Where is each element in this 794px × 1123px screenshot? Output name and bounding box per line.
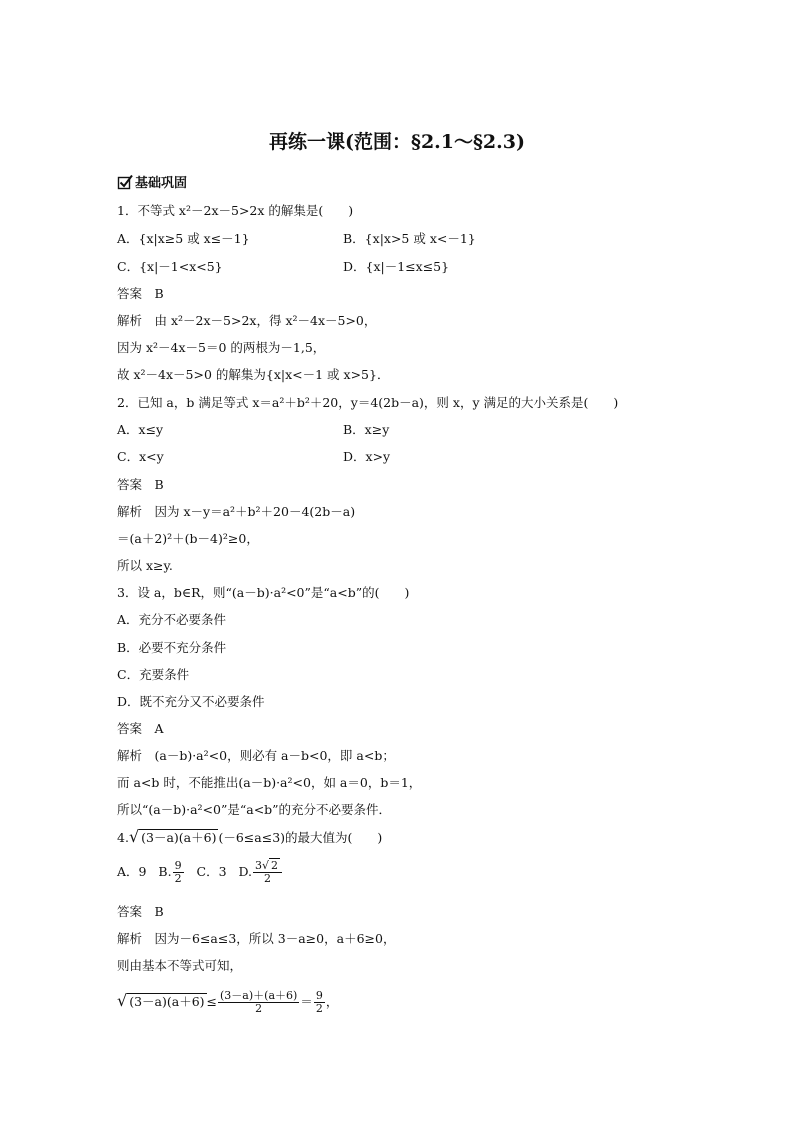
q2-option-c: C．x<y — [117, 449, 164, 464]
q4-inequality — [117, 988, 338, 1015]
q4-radicand: (3－a)(a＋6) — [141, 830, 217, 845]
q4-number: 4. — [117, 830, 129, 845]
checkbox-checked-icon — [117, 174, 133, 190]
q1-answer: 答案 B — [117, 286, 164, 301]
ineq-relation: ≤ — [206, 994, 218, 1009]
q4-option-c: C．3 — [196, 864, 227, 879]
q3-option-b: B．必要不充分条件 — [117, 640, 227, 655]
q2-option-d: D．x>y — [343, 449, 391, 464]
ineq-equals: ＝ — [300, 994, 313, 1009]
q1-option-b: B．{x|x>5 或 x<－1} — [343, 231, 476, 246]
q2-analysis-2: ＝(a＋2)²＋(b－4)²≥0， — [117, 531, 259, 546]
sqrt-icon: √ — [128, 827, 140, 846]
q1-analysis-3: 故 x²－4x－5>0 的解集为{x|x<－1 或 x>5}． — [117, 367, 390, 382]
q3-option-c: C．充要条件 — [117, 667, 190, 682]
q4-option-a: A．9 — [117, 864, 147, 879]
q1-analysis-2: 因为 x²－4x－5＝0 的两根为－1,5， — [117, 340, 326, 355]
sqrt-icon: √ — [117, 991, 128, 1010]
q2-option-a: A．x≤y — [117, 422, 164, 437]
q3-option-d: D．既不充分又不必要条件 — [117, 694, 265, 709]
q4-analysis-1: 解析 因为－6≤a≤3，所以 3－a≥0，a＋6≥0， — [117, 931, 396, 946]
q3-option-a: A．充分不必要条件 — [117, 612, 227, 627]
q4-options — [117, 860, 283, 885]
ineq-radicand: (3－a)(a＋6) — [129, 994, 205, 1009]
q1-option-d: D．{x|－1≤x≤5} — [343, 259, 450, 274]
q1-option-c: C．{x|－1<x<5} — [117, 259, 223, 274]
q4-option-d-label: D. — [238, 864, 253, 879]
q4-option-b-label: B. — [158, 864, 172, 879]
q4-option-b-fraction: $\frac{9}{2}$ — [174, 859, 182, 885]
q1-option-a: A．{x|x≥5 或 x≤－1} — [117, 231, 250, 246]
q3-answer: 答案 A — [117, 721, 164, 736]
q3-analysis-1: 解析 (a－b)·a²<0，则必有 a－b<0，即 a<b； — [117, 748, 395, 763]
q3-analysis-2: 而 a<b 时，不能推出(a－b)·a²<0，如 a＝0，b＝1， — [117, 775, 422, 790]
q4-answer: 答案 B — [117, 904, 164, 919]
q4-stem — [117, 829, 382, 846]
q1-analysis-1: 解析 由 x²－2x－5>2x，得 x²－4x－5>0， — [117, 313, 377, 328]
section-label: 基础巩固 — [135, 176, 188, 191]
q2-analysis-3: 所以 x≥y. — [117, 558, 173, 573]
q4-option-d-fraction: $\frac{3√ 2}{2}$ — [253, 860, 282, 885]
q3-analysis-3: 所以“(a－b)·a²<0”是“a<b”的充分不必要条件． — [117, 802, 392, 817]
q1-stem: 1．不等式 x²－2x－5>2x 的解集是( ) — [117, 203, 354, 218]
q2-option-b: B．x≥y — [343, 422, 390, 437]
ineq-tail: ， — [325, 994, 339, 1009]
q4-analysis-2: 则由基本不等式可知， — [117, 958, 243, 973]
ineq-fraction: $\frac{(3-a)+(a+6)}{2}$ — [220, 989, 298, 1015]
q2-stem: 2．已知 a，b 满足等式 x＝a²＋b²＋20，y＝4(2b－a)，则 x，y 满足的大小关系是( ) — [117, 395, 619, 410]
q2-answer: 答案 B — [117, 477, 164, 492]
page-title: 再练一课(范围：§2.1～§2.3) — [269, 131, 525, 153]
q2-analysis-1: 解析 因为 x－y＝a²＋b²＋20－4(2b－a) — [117, 504, 356, 519]
q3-stem: 3．设 a，b∈R，则“(a－b)·a²<0”是“a<b”的( ) — [117, 585, 410, 600]
q4-stem-rest: (－6≤a≤3)的最大值为( ) — [218, 830, 383, 845]
section-heading — [117, 172, 187, 191]
ineq-result-fraction: $\frac{9}{2}$ — [315, 989, 323, 1015]
sqrt-icon: √ — [262, 859, 270, 872]
